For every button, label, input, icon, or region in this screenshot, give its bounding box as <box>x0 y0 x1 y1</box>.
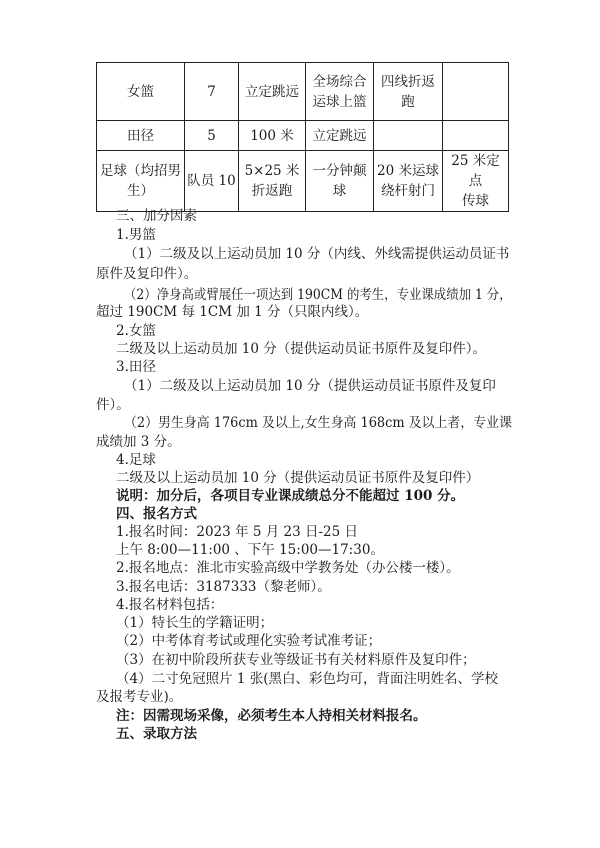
table-cell <box>443 63 509 121</box>
table-cell: 一分钟颠 球 <box>306 151 374 212</box>
table-cell: 100 米 <box>239 121 306 151</box>
text-line: （2）净身高或臂展任一项达到 190CM 的考生，专业课成绩加 1 分， <box>124 287 512 303</box>
subheading-mens-basketball: 1.男篮 <box>116 227 156 243</box>
text-line: （1）特长生的学籍证明； <box>116 615 274 631</box>
table-cell: 队员 10 <box>185 151 239 212</box>
text-line: 上午 8:00—11:00 、下午 15:00—17:30。 <box>116 542 384 558</box>
text-line: （2）中考体育考试或理化实验考试准考证； <box>116 633 382 649</box>
text-line: 4.报名材料包括： <box>116 597 224 613</box>
subheading-track-field: 3.田径 <box>116 359 156 375</box>
section-heading-registration: 四、报名方式 <box>116 506 197 522</box>
table-cell: 20 米运球 绕杆射门 <box>374 151 443 212</box>
text-line: （1）二级及以上运动员加 10 分（提供运动员证书原件及复印 <box>124 378 496 394</box>
table-row-track-field <box>97 121 509 151</box>
section-heading-bonus: 三、加分因素 <box>116 208 197 224</box>
note-in-person: 注：因需现场采像，必须考生本人持相关材料报名。 <box>116 708 427 724</box>
subheading-womens-basketball: 2.女篮 <box>116 323 156 339</box>
text-line: 1.报名时间：2023 年 5 月 23 日-25 日 <box>116 524 358 540</box>
text-line: 件）。 <box>96 397 130 413</box>
table-cell: 田径 <box>97 121 185 151</box>
subheading-football: 4.足球 <box>116 452 156 468</box>
text-line: 超过 190CM 每 1CM 加 1 分（只限内线）。 <box>96 304 369 320</box>
table-cell: 立定跳远 <box>239 63 306 121</box>
table-cell <box>374 121 443 151</box>
text-line: （2）男生身高 176cm 及以上,女生身高 168cm 及以上者，专业课 <box>124 415 512 431</box>
text-line: 3.报名电话：3187333（黎老师）。 <box>116 579 331 595</box>
text-line: 成绩加 3 分。 <box>96 434 181 450</box>
table-row-football <box>97 151 509 212</box>
table-row-womens-basketball <box>97 63 509 121</box>
table-cell <box>443 121 509 151</box>
text-line: 2.报名地点：淮北市实验高级中学教务处（办公楼一楼）。 <box>116 560 460 576</box>
text-line: 二级及以上运动员加 10 分（提供运动员证书原件及复印件） <box>116 470 480 486</box>
text-line: （4）二寸免冠照片 1 张(黑白、彩色均可，背面注明姓名、学校 <box>116 671 499 687</box>
table-cell: 7 <box>185 63 239 121</box>
table-cell: 5×25 米 折返跑 <box>239 151 306 212</box>
section-heading-admission: 五、录取方法 <box>116 726 197 742</box>
table-cell: 四线折返 跑 <box>374 63 443 121</box>
text-line: 及报考专业)。 <box>96 689 183 705</box>
table-cell: 足球（均招男 生） <box>97 151 185 212</box>
text-line: 原件及复印件）。 <box>96 266 198 282</box>
text-line: （1）二级及以上运动员加 10 分（内线、外线需提供运动员证书 <box>124 246 510 262</box>
table-cell: 女篮 <box>97 63 185 121</box>
note-bonus-limit: 说明：加分后，各项目专业课成绩总分不能超过 100 分。 <box>116 488 465 504</box>
text-line: 二级及以上运动员加 10 分（提供运动员证书原件及复印件）。 <box>116 341 487 357</box>
exam-items-table <box>96 62 509 212</box>
text-line: （3）在初中阶段所获专业等级证书有关材料原件及复印件； <box>116 652 476 668</box>
table-cell: 25 米定点 传球 <box>443 151 509 212</box>
table-cell: 全场综合 运球上篮 <box>306 63 374 121</box>
table-cell: 立定跳远 <box>306 121 374 151</box>
table-cell: 5 <box>185 121 239 151</box>
